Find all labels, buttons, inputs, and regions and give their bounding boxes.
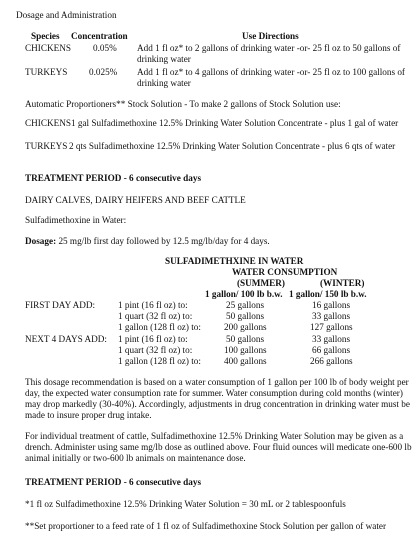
row-amount: 1 pint (16 fl oz) to: bbox=[118, 300, 188, 310]
stock-row-text: 2 qts Sulfadimethoxine 12.5% Drinking Water Solution Concentrate - plus 6 qts of water bbox=[69, 141, 396, 151]
row-winter: 66 gallons bbox=[312, 345, 351, 355]
stock-row-species: CHICKENS bbox=[25, 118, 71, 128]
row-amount: 1 quart (32 fl oz) to: bbox=[118, 345, 193, 355]
row-summer: 200 gallons bbox=[224, 322, 267, 332]
row-amount: 1 gallon (128 fl oz) to: bbox=[118, 322, 201, 332]
row-amount: 1 quart (32 fl oz) to: bbox=[118, 311, 193, 321]
treatment-period-heading: TREATMENT PERIOD - 6 consecutive days bbox=[25, 173, 202, 183]
group-label: FIRST DAY ADD: bbox=[25, 300, 96, 310]
col-winter-unit: 1 gallon/ 150 lb b.w. bbox=[289, 289, 367, 299]
consumption-subtitle: WATER CONSUMPTION bbox=[232, 267, 338, 277]
row-species: TURKEYS bbox=[25, 67, 68, 77]
col-summer-header: (SUMMER) bbox=[237, 278, 285, 288]
row-winter: 33 gallons bbox=[312, 311, 351, 321]
auto-proportioner-heading: Automatic Proportioners** Stock Solution - To make 2 gallons of Stock Solution use: bbox=[25, 99, 341, 109]
row-winter: 127 gallons bbox=[310, 322, 353, 332]
footnote-proportioner: **Set proportioner to a feed rate of 1 fl oz of Sulfadimethoxine Stock Solution per gallon of water bbox=[25, 521, 387, 531]
consumption-title: SULFADIMETHXINE IN WATER bbox=[165, 256, 304, 266]
header-species: Species bbox=[31, 31, 60, 41]
row-species: CHICKENS bbox=[25, 43, 71, 53]
stock-row-text: 1 gal Sulfadimethoxine 12.5% Drinking Water Solution Concentrate - plus 1 gal of water bbox=[71, 118, 399, 128]
row-summer: 25 gallons bbox=[226, 300, 265, 310]
treatment-period-heading: TREATMENT PERIOD - 6 consecutive days bbox=[25, 477, 202, 487]
row-concentration: 0.025% bbox=[89, 67, 118, 77]
dosage-heading: Dosage and Administration bbox=[16, 10, 117, 20]
row-concentration: 0.05% bbox=[93, 43, 117, 53]
col-summer-unit: 1 gallon/ 100 lb b.w. bbox=[205, 289, 283, 299]
footnote-fl-oz: *1 fl oz Sulfadimethoxine 12.5% Drinking Water Solution = 30 mL or 2 tablespoonfuls bbox=[25, 499, 346, 509]
row-amount: 1 pint (16 fl oz) to: bbox=[118, 334, 188, 344]
row-summer: 50 gallons bbox=[226, 334, 265, 344]
individual-treatment-paragraph: For individual treatment of cattle, Sulfadimethoxine 12.5% Drinking Water Solution may be given as a drench. Administer using same mg/lb dose as outlined above. Four fluid ounces will medicate one-600 lb animal initially or two-600 lb animals on maintenance dose. bbox=[25, 431, 412, 463]
group-label: NEXT 4 DAYS ADD: bbox=[25, 334, 107, 344]
in-water-label: Sulfadimethoxine in Water: bbox=[25, 215, 127, 225]
dosage-text: 25 mg/lb first day followed by 12.5 mg/lb/day for 4 days. bbox=[58, 236, 270, 246]
dosage-label: Dosage: bbox=[25, 236, 57, 246]
header-concentration: Concentration bbox=[71, 31, 128, 41]
row-winter: 16 gallons bbox=[312, 300, 351, 310]
row-directions: Add 1 fl oz* to 2 gallons of drinking water -or- 25 fl oz to 50 gallons of drinking water bbox=[137, 43, 401, 64]
row-summer: 100 gallons bbox=[224, 345, 267, 355]
dosage-line bbox=[25, 236, 270, 247]
row-summer: 50 gallons bbox=[226, 311, 265, 321]
row-winter: 33 gallons bbox=[312, 334, 351, 344]
row-directions: Add 1 fl oz* to 4 gallons of drinking water -or- 25 fl oz to 100 gallons of drinking water bbox=[137, 67, 405, 88]
dosage-recommendation-paragraph: This dosage recommendation is based on a water consumption of 1 gallon per 100 lb of body weight per day, the expected water consumption rate for summer. Water consumption during cold months (winter) may drop markedly (30-40%). Accordingly, adjustments in drug concentration in drinking water must be made to insure proper drug intake. bbox=[25, 377, 410, 420]
col-winter-header: (WINTER) bbox=[320, 278, 365, 288]
row-amount: 1 gallon (128 fl oz) to: bbox=[118, 356, 201, 366]
row-summer: 400 gallons bbox=[224, 356, 267, 366]
header-use-directions: Use Directions bbox=[242, 31, 299, 41]
stock-row-species: TURKEYS bbox=[25, 141, 68, 151]
row-winter: 266 gallons bbox=[310, 356, 353, 366]
cattle-heading: DAIRY CALVES, DAIRY HEIFERS AND BEEF CATTLE bbox=[25, 195, 246, 205]
